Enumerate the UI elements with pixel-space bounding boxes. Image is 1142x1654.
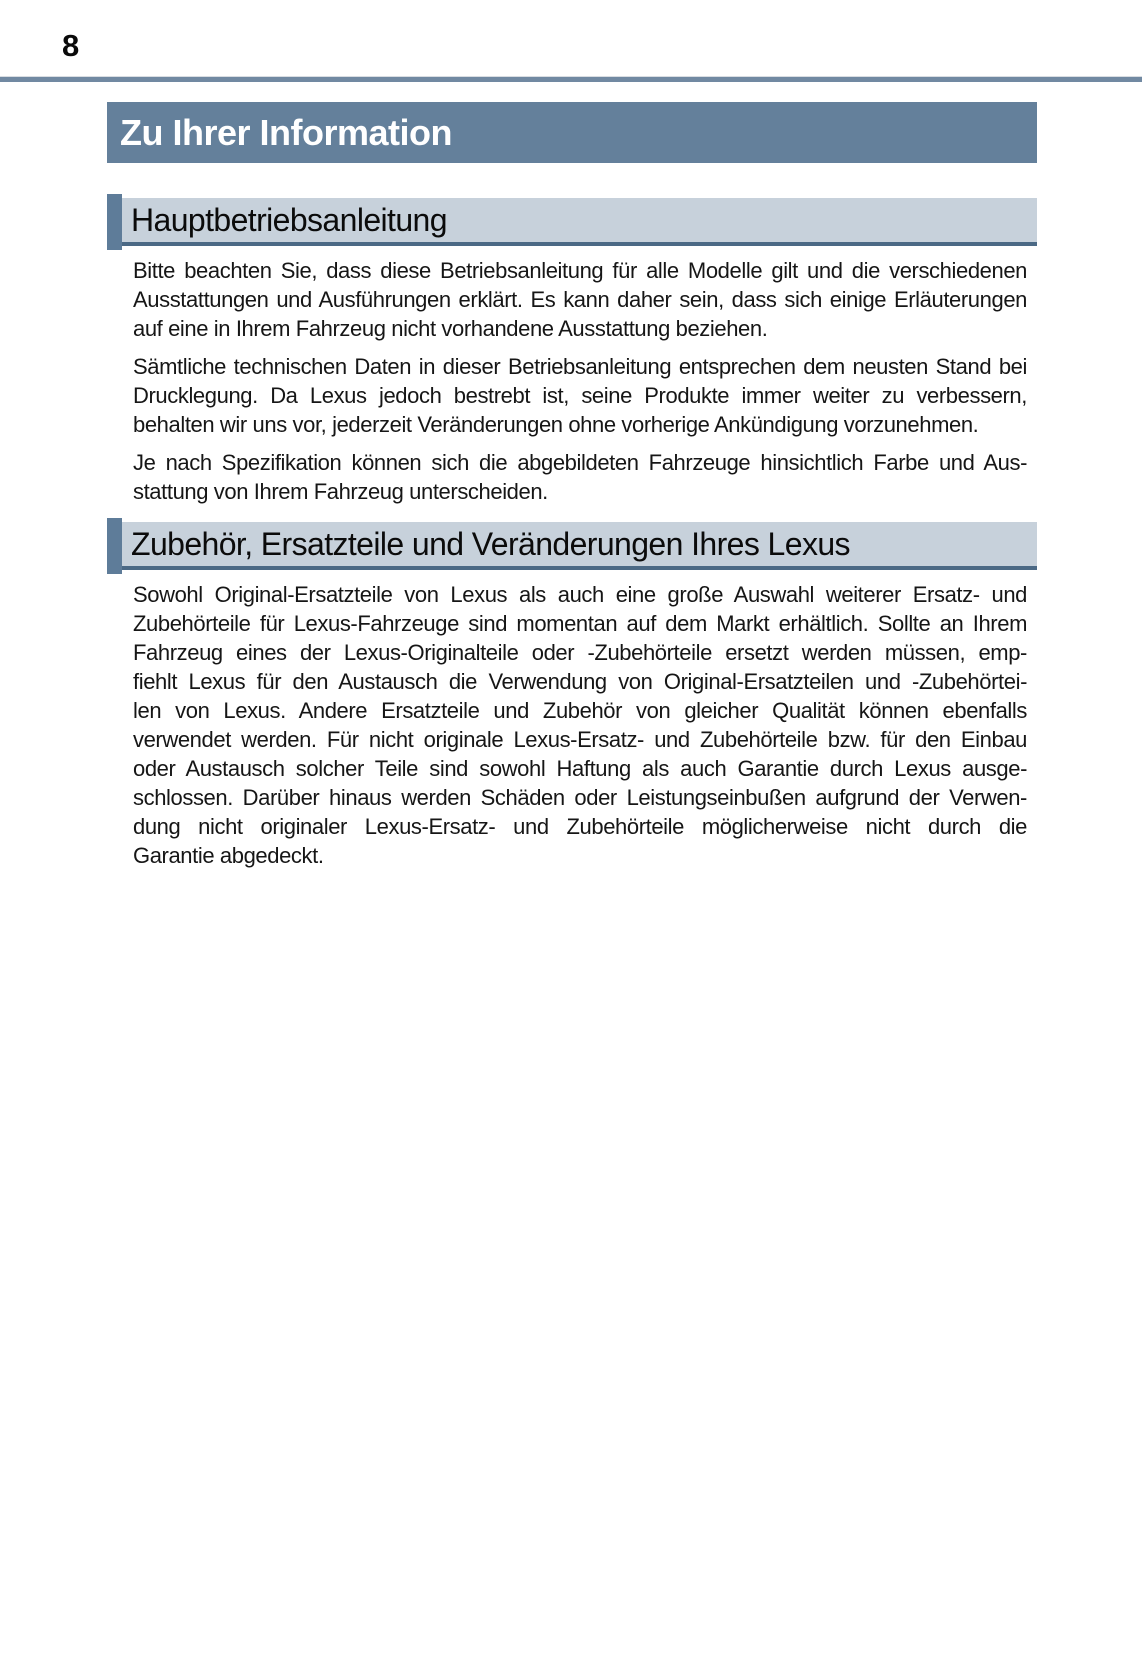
body-paragraph (133, 256, 1027, 343)
text-line: schlossen. Darüber hinaus werden Schäden oder Leistungseinbußen aufgrund der Verwen- (133, 785, 1027, 810)
text-line: auf eine in Ihrem Fahrzeug nicht vorhandene Ausstattung beziehen. (133, 316, 768, 341)
heading-accent-bar (107, 518, 122, 574)
text-line: Je nach Spezifikation können sich die abgebildeten Fahrzeuge hinsichtlich Farbe und Aus- (133, 450, 1027, 475)
section-heading (107, 522, 1037, 570)
text-line: fiehlt Lexus für den Austausch die Verwendung von Original-Ersatzteilen und -Zubehörtei- (133, 669, 1027, 694)
chapter-title: Zu Ihrer Information (120, 111, 452, 153)
text-line: stattung von Ihrem Fahrzeug unterscheiden. (133, 479, 548, 504)
page-number: 8 (62, 28, 80, 63)
body-paragraph (133, 352, 1027, 439)
heading-text: Zubehör, Ersatzteile und Veränderungen Ihres Lexus (131, 525, 850, 562)
body-paragraph (133, 580, 1027, 870)
text-line: Drucklegung. Da Lexus jedoch bestrebt ist, seine Produkte immer weiter zu verbessern, (133, 383, 1027, 408)
page-content (107, 163, 1037, 879)
text-line: len von Lexus. Andere Ersatzteile und Zubehör von gleicher Qualität können ebenfalls (133, 698, 1027, 723)
text-line: oder Austausch solcher Teile sind sowohl Haftung als auch Garantie durch Lexus ausge- (133, 756, 1027, 781)
text-line: dung nicht originaler Lexus-Ersatz- und Zubehörteile möglicherweise nicht durch die (133, 814, 1027, 839)
heading-text: Hauptbetriebsanleitung (131, 201, 447, 238)
text-line: behalten wir uns vor, jederzeit Veränderungen ohne vorherige Ankündigung vorzunehmen. (133, 412, 979, 437)
body-paragraph (133, 448, 1027, 506)
text-line: Ausstattungen und Ausführungen erklärt. Es kann daher sein, dass sich einige Erläuterungen (133, 287, 1027, 312)
chapter-title-bar (107, 102, 1037, 163)
text-line: Bitte beachten Sie, dass diese Betriebsanleitung für alle Modelle gilt und die verschiedenen (133, 258, 1027, 283)
text-line: Zubehörteile für Lexus-Fahrzeuge sind momentan auf dem Markt erhältlich. Sollte an Ihrem (133, 611, 1027, 636)
text-line: Sowohl Original-Ersatzteile von Lexus als auch eine große Auswahl weiterer Ersatz- und (133, 582, 1027, 607)
text-line: Fahrzeug eines der Lexus-Originalteile oder -Zubehörteile ersetzt werden müssen, emp- (133, 640, 1027, 665)
text-line: Sämtliche technischen Daten in dieser Betriebsanleitung entsprechen dem neusten Stand bei (133, 354, 1027, 379)
heading-accent-bar (107, 194, 122, 250)
text-line: Garantie abgedeckt. (133, 843, 324, 868)
section-heading (107, 198, 1037, 246)
text-line: verwendet werden. Für nicht originale Lexus-Ersatz- und Zubehörteile bzw. für den Einbau (133, 727, 1027, 752)
header-rule (0, 76, 1142, 82)
